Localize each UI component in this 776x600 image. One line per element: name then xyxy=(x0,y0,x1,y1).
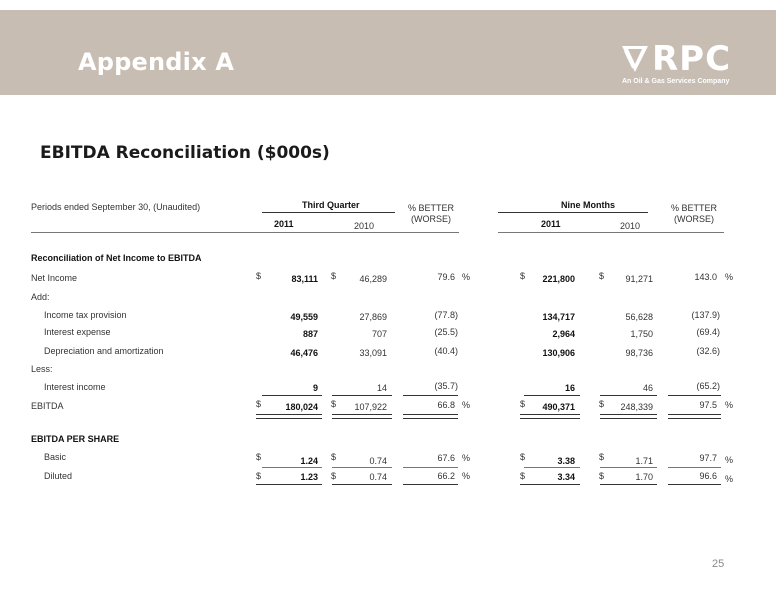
ebitda-n2011: 490,371 xyxy=(542,402,575,412)
row-rule xyxy=(668,484,721,485)
row-rule xyxy=(600,467,657,468)
tax-n2010: 56,628 xyxy=(625,312,653,322)
total-double-rule xyxy=(600,414,657,419)
tax-q2010: 27,869 xyxy=(359,312,387,322)
pct-sign: % xyxy=(462,400,471,410)
year-2010-9m: 2010 xyxy=(620,221,641,231)
header-rule-q xyxy=(262,212,395,213)
row-label-diluted: Diluted xyxy=(44,471,73,481)
subtotal-rule xyxy=(600,395,657,396)
total-double-rule xyxy=(403,414,458,419)
row-rule xyxy=(668,467,721,468)
dollar-sign: $ xyxy=(331,271,337,281)
logo-mark-icon xyxy=(622,46,648,72)
tax-q2011: 49,559 xyxy=(290,312,318,322)
label-add: Add: xyxy=(31,292,50,302)
row-label-ebitda: EBITDA xyxy=(31,401,64,411)
logo-text: RPC xyxy=(652,39,732,79)
company-logo xyxy=(622,39,752,93)
page-title: Appendix A xyxy=(78,48,235,76)
section-title: EBITDA Reconciliation ($000s) xyxy=(40,143,330,163)
pct-sign: % xyxy=(462,272,471,282)
basic-q2010: 0.74 xyxy=(369,456,387,466)
tax-npct: (137.9) xyxy=(691,310,720,320)
row-label-basic: Basic xyxy=(44,452,67,462)
row-rule xyxy=(262,467,322,468)
interest-income-qpct: (35.7) xyxy=(434,381,458,391)
row-rule xyxy=(600,484,657,485)
page-number: 25 xyxy=(712,558,725,570)
interest-expense-n2011: 2,964 xyxy=(552,329,575,339)
interest-expense-q2010: 707 xyxy=(371,329,387,339)
pct-sign: % xyxy=(725,455,734,465)
subtotal-rule xyxy=(668,395,721,396)
pct-sign: % xyxy=(725,474,734,484)
ebitda-npct: 97.5 xyxy=(699,400,717,410)
dollar-sign: $ xyxy=(520,399,526,409)
better-header-9m: % BETTER xyxy=(670,203,717,213)
header-rule-9m xyxy=(498,212,648,213)
logo-tagline: An Oil & Gas Services Company xyxy=(622,78,730,85)
total-double-rule xyxy=(668,414,721,419)
diluted-q2010: 0.74 xyxy=(369,472,387,482)
interest-income-n2011: 16 xyxy=(564,383,575,393)
header-bottom-rule-left xyxy=(31,232,459,233)
dollar-sign: $ xyxy=(599,471,605,481)
ebitda-q2011: 180,024 xyxy=(285,402,318,412)
row-rule xyxy=(332,467,392,468)
total-double-rule xyxy=(332,414,392,419)
row-label-interest-expense: Interest expense xyxy=(44,327,111,337)
dollar-sign: $ xyxy=(520,471,526,481)
pct-sign: % xyxy=(462,453,471,463)
interest-expense-q2011: 887 xyxy=(302,329,318,339)
dollar-sign: $ xyxy=(599,399,605,409)
diluted-n2010: 1.70 xyxy=(635,472,653,482)
header-nine-months: Nine Months xyxy=(561,200,615,210)
diluted-n2011: 3.34 xyxy=(557,472,575,482)
header-bottom-rule-right xyxy=(498,232,724,233)
row-label-interest-income: Interest income xyxy=(44,382,106,392)
tax-n2011: 134,717 xyxy=(542,312,575,322)
ebitda-qpct: 66.8 xyxy=(437,400,455,410)
diluted-npct: 96.6 xyxy=(699,471,717,481)
total-double-rule xyxy=(520,414,580,419)
better-header-q: % BETTER xyxy=(407,203,454,213)
diluted-qpct: 66.2 xyxy=(437,471,455,481)
basic-n2010: 1.71 xyxy=(635,456,653,466)
label-less: Less: xyxy=(31,364,53,374)
net-income-q2010: 46,289 xyxy=(359,274,387,284)
interest-income-npct: (65.2) xyxy=(696,381,720,391)
dollar-sign: $ xyxy=(331,452,337,462)
net-income-q2011: 83,111 xyxy=(291,274,318,284)
ebitda-q2010: 107,922 xyxy=(354,402,387,412)
subtotal-rule xyxy=(524,395,580,396)
worse-header-9m: (WORSE) xyxy=(674,214,714,224)
total-double-rule xyxy=(256,414,322,419)
worse-header-q: (WORSE) xyxy=(411,214,451,224)
dollar-sign: $ xyxy=(331,471,337,481)
net-income-npct: 143.0 xyxy=(694,272,717,282)
dollar-sign: $ xyxy=(256,271,262,281)
pct-sign: % xyxy=(462,471,471,481)
row-rule xyxy=(403,467,458,468)
dollar-sign: $ xyxy=(256,452,262,462)
dollar-sign: $ xyxy=(331,399,337,409)
row-label-net-income: Net Income xyxy=(31,273,78,283)
section-ebitda-per-share: EBITDA PER SHARE xyxy=(31,434,120,444)
subtotal-rule xyxy=(403,395,458,396)
basic-q2011: 1.24 xyxy=(300,456,318,466)
row-rule xyxy=(256,484,322,485)
net-income-qpct: 79.6 xyxy=(437,272,455,282)
net-income-n2010: 91,271 xyxy=(625,274,653,284)
dollar-sign: $ xyxy=(256,471,262,481)
basic-npct: 97.7 xyxy=(699,453,717,463)
periods-label: Periods ended September 30, (Unaudited) xyxy=(31,202,201,212)
year-2010-q: 2010 xyxy=(354,221,375,231)
dollar-sign: $ xyxy=(256,399,262,409)
header-third-quarter: Third Quarter xyxy=(302,200,360,210)
depreciation-npct: (32.6) xyxy=(696,346,720,356)
row-rule xyxy=(332,484,392,485)
ebitda-n2010: 248,339 xyxy=(620,402,653,412)
interest-income-n2010: 46 xyxy=(642,383,653,393)
interest-expense-n2010: 1,750 xyxy=(630,329,653,339)
depreciation-q2010: 33,091 xyxy=(359,348,387,358)
basic-qpct: 67.6 xyxy=(437,453,455,463)
depreciation-n2011: 130,906 xyxy=(542,348,575,358)
section-reconciliation: Reconciliation of Net Income to EBITDA xyxy=(31,253,202,263)
net-income-n2011: 221,800 xyxy=(542,274,575,284)
interest-expense-qpct: (25.5) xyxy=(434,327,458,337)
pct-sign: % xyxy=(725,400,734,410)
dollar-sign: $ xyxy=(520,452,526,462)
basic-n2011: 3.38 xyxy=(557,456,575,466)
year-2011-9m: 2011 xyxy=(541,219,561,229)
year-2011-q: 2011 xyxy=(274,219,294,229)
depreciation-n2010: 98,736 xyxy=(625,348,653,358)
row-rule xyxy=(524,467,580,468)
row-label-depreciation: Depreciation and amortization xyxy=(44,346,164,356)
dollar-sign: $ xyxy=(599,452,605,462)
row-label-tax: Income tax provision xyxy=(44,310,127,320)
dollar-sign: $ xyxy=(520,271,526,281)
dollar-sign: $ xyxy=(599,271,605,281)
depreciation-q2011: 46,476 xyxy=(290,348,318,358)
header-banner xyxy=(0,10,776,95)
diluted-q2011: 1.23 xyxy=(300,472,318,482)
interest-expense-npct: (69.4) xyxy=(696,327,720,337)
subtotal-rule xyxy=(262,395,322,396)
row-rule xyxy=(403,484,458,485)
depreciation-qpct: (40.4) xyxy=(434,346,458,356)
subtotal-rule xyxy=(332,395,392,396)
tax-qpct: (77.8) xyxy=(434,310,458,320)
pct-sign: % xyxy=(725,272,734,282)
interest-income-q2011: 9 xyxy=(312,383,318,393)
interest-income-q2010: 14 xyxy=(376,383,387,393)
row-rule xyxy=(520,484,580,485)
